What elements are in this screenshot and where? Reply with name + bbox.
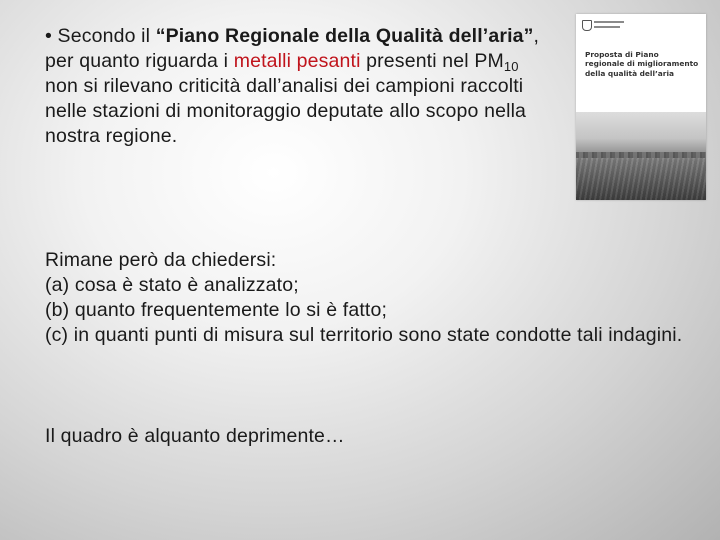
paragraph-piano-regionale xyxy=(45,24,555,149)
text-segment: non si rilevano criticità dall’analisi dei campioni raccolti nelle stazioni di monitoraggio deputate allo scopo nella nostra regione. xyxy=(45,75,527,147)
paragraph-conclusion xyxy=(45,424,645,449)
bullet: • xyxy=(45,25,52,47)
text-segment: Secondo il xyxy=(51,25,156,47)
conclusion-text: Il quadro è alquanto deprimente… xyxy=(45,425,345,447)
plan-title-quote: “Piano Regionale della Qualità dell’aria” xyxy=(155,25,534,47)
question-c: (c) in quanti punti di misura sul territorio sono state condotte tali indagini. xyxy=(45,324,683,346)
text-segment: , per quanto riguarda i xyxy=(45,25,540,72)
paragraph-questions xyxy=(45,248,705,348)
text-segment: presenti nel PM xyxy=(360,50,504,72)
field-photo xyxy=(576,112,706,200)
heavy-metals-highlight: metalli pesanti xyxy=(233,50,361,72)
report-cover-image xyxy=(576,14,706,200)
question-a: (a) cosa è stato è analizzato; xyxy=(45,274,299,296)
wheat-field xyxy=(576,158,706,200)
cover-title: Proposta di Piano regionale di miglioramento della qualità dell’aria xyxy=(585,50,699,78)
pm-subscript: 10 xyxy=(503,59,519,74)
regional-emblem-icon xyxy=(582,20,592,31)
question-intro: Rimane però da chiedersi: xyxy=(45,249,277,271)
header-text-line xyxy=(594,26,620,28)
question-b: (b) quanto frequentemente lo si è fatto; xyxy=(45,299,388,321)
header-text-line xyxy=(594,21,624,23)
